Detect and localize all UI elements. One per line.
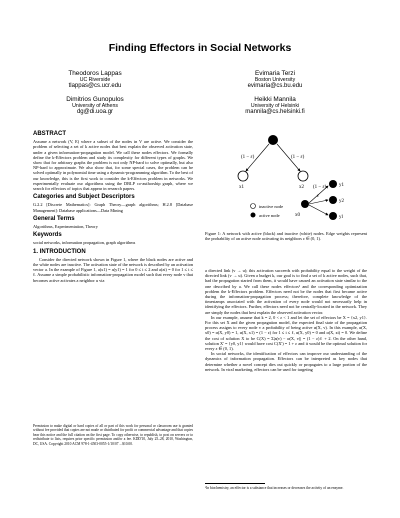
keywords-text: social networks, information propagation, graph algorithms bbox=[33, 240, 136, 246]
active-node bbox=[301, 200, 309, 208]
footnote-text: ¹In biochemistry, an effector is a substance that increases or decreases the activity of an enzyme. bbox=[205, 486, 344, 490]
author-affiliation: University of Helsinki bbox=[250, 103, 300, 110]
paper-title: Finding Effectors in Social Networks bbox=[108, 42, 292, 54]
footnote-rule bbox=[205, 483, 265, 484]
active-node bbox=[329, 196, 337, 204]
terms-text: Algorithms, Experimentation, Theory bbox=[33, 224, 98, 230]
legend-active-label: active node bbox=[259, 213, 280, 218]
author-email: tlappas@cs.ucr.edu bbox=[68, 83, 122, 90]
node-label: y2 bbox=[339, 199, 344, 204]
legend-inactive-swatch bbox=[251, 204, 256, 209]
footnote-block bbox=[205, 480, 367, 490]
author-name: Theodoros Lappas bbox=[68, 70, 122, 77]
paragraph: a directed link (v → u); this activation succeeds with probability equal to the weight of the directed link (v → u). Given a budget k, our goal is to find a set of k active nodes, such that, had the propagation started from them, it would have caused an activation state similar to the one described by a. We call these nodes effectors¹ and the corresponding optimization problem the k-Effectors problem. Effectors need not be the nodes that first became active during the information-propagation process; therefore, complete knowledge of the timestamps associated with the activation of every node would not necessarily help in identifying the effectors. Further, effectors need not be centrally-located in the network. They are simply the nodes that best explain the observed activation vector. bbox=[205, 268, 367, 315]
abstract-heading: ABSTRACT bbox=[33, 131, 66, 137]
author-name: Dimitrios Gunopulos bbox=[66, 96, 124, 103]
node-label: x2 bbox=[299, 185, 304, 190]
author-block bbox=[40, 97, 150, 116]
author-block bbox=[220, 97, 330, 116]
inactive-node bbox=[238, 171, 248, 181]
author-affiliation: UC Riverside bbox=[79, 77, 111, 84]
left-column bbox=[33, 128, 193, 283]
author-email: evimaria@cs.bu.edu bbox=[247, 83, 303, 90]
terms-heading: General Terms bbox=[33, 215, 75, 222]
active-node bbox=[329, 180, 337, 188]
node-label: x0 bbox=[295, 213, 300, 218]
categories-heading: Categories and Subject Descriptors bbox=[33, 194, 135, 201]
right-column bbox=[205, 268, 367, 372]
edge-weight-label: ε bbox=[317, 194, 320, 199]
figure-1 bbox=[205, 126, 370, 228]
edge-weight-label: (1 − ε) bbox=[313, 185, 327, 190]
paragraph: In our example, assume that k = 2, 0 < ε < 1 and let the set of effectors be X = {x2, y1}. For this set X and the given propagation model, the expected final state of the propagation process assigns to every node v a probability of being active α(X, v). In this example, α(X, x0) = α(X, y0) = 1, α(X, x1) = (1 − ε) for 1 ≤ i ≤ ℓ, α(X, y0) = 0 and α(X, zi) = 0. We define the cost of solution X to be C(X) = Σ|a(v) − α(X, v)| = (1 − ε)ℓ + 2. On the other hand, solution X' = {y0, y1} would have cost C(X') = 1 + ε and it would be the optimal solution for every ε ∈ (0, 1). bbox=[205, 314, 367, 352]
author-block bbox=[40, 71, 150, 90]
author-email: mannila@cs.helsinki.fi bbox=[245, 109, 305, 116]
author-name: Heikki Mannila bbox=[254, 96, 296, 103]
node-label: x1 bbox=[239, 185, 244, 190]
abstract-text: Assume a network (V, E) where a subset of the nodes in V are active. We consider the problem of selecting a set of k active nodes that best explain the observed activation state, under a given information-propagation model. We call these nodes effectors. We formally define the k-Effectors problem and study its complexity for different types of graphs. We show that for arbitrary graphs the problem is not only NP-hard to solve optimally, but also NP-hard to approximate. We also show that, for some special cases, the problem can be solved optimally in polynomial time using a dynamic-programming algorithm. To the best of our knowledge, this is the first work to consider the k-Effectors problem in networks. We experimentally evaluate our algorithms using the DBLP co-authorship graph, where we search for effectors of topics that appear in research papers. bbox=[33, 139, 193, 192]
node-label: y1 bbox=[339, 183, 344, 188]
author-email: dg@di.uoa.gr bbox=[76, 109, 114, 116]
paragraph: In social networks, the identification of effectors can improve our understanding of the dynamics of information propagation. Effectors can be interpreted as key nodes that determine whether a novel concept dies out quickly or propagates to a large portion of the network. In viral marketing, effectors can be used for targeting bbox=[205, 351, 367, 372]
inactive-node bbox=[298, 171, 308, 181]
author-affiliation: Boston University bbox=[254, 77, 296, 84]
edge-weight-label: (1 − ε) bbox=[291, 155, 305, 160]
permission-text: Permission to make digital or hard copies of all or part of this work for personal or classroom use is granted without fee provided that copies are not made or distributed for profit or commercial advantage and that copies bear this notice and the full citation on the first page. To copy otherwise, to republish, to post on servers or to redistribute to lists, requires prior specific permission and/or a fee. KDD'10, July 25–28, 2010, Washington, DC, USA. Copyright 2010 ACM 978-1-4503-0055-1/10/07 ...$10.00. bbox=[33, 424, 193, 446]
keywords-heading: Keywords bbox=[33, 232, 62, 239]
figure-caption: Figure 1: A network with active (black) and inactive (white) nodes. Edge weights represent the probability of an active node activating its neighbors ε ∈ (0, 1). bbox=[205, 231, 367, 242]
author-name: Evimaria Terzi bbox=[254, 70, 295, 77]
legend-active-swatch bbox=[251, 213, 256, 218]
edge-weight-label: (1 − ε) bbox=[241, 155, 255, 160]
author-affiliation: University of Athens bbox=[72, 103, 118, 110]
node-label: yl bbox=[339, 215, 343, 220]
permission-block bbox=[33, 424, 193, 446]
author-block bbox=[220, 71, 330, 90]
intro-text: Consider the directed network shown in Figure 1, where the black nodes are active and the white nodes are inactive. The activation state of the network is described by an activation vector a. In the example of Figure 1, a(x1) = a(y1) = 1 for 0 ≤ i ≤ 2 and a(zi) = 0 for 1 ≤ i ≤ ℓ. Assume a simple probabilistic information-propagation model such that every node v that becomes active activates a neighbor u via bbox=[33, 256, 193, 283]
active-node bbox=[329, 212, 337, 220]
intro-heading: 1. INTRODUCTION bbox=[33, 248, 86, 255]
active-node bbox=[268, 135, 278, 145]
categories-text: G.2.2 [Discrete Mathematics]: Graph Theory—graph algorithms; H.2.8 [Database Management]: Database applications—Data Mining bbox=[33, 202, 193, 213]
legend-inactive-label: inactive node bbox=[259, 204, 284, 209]
